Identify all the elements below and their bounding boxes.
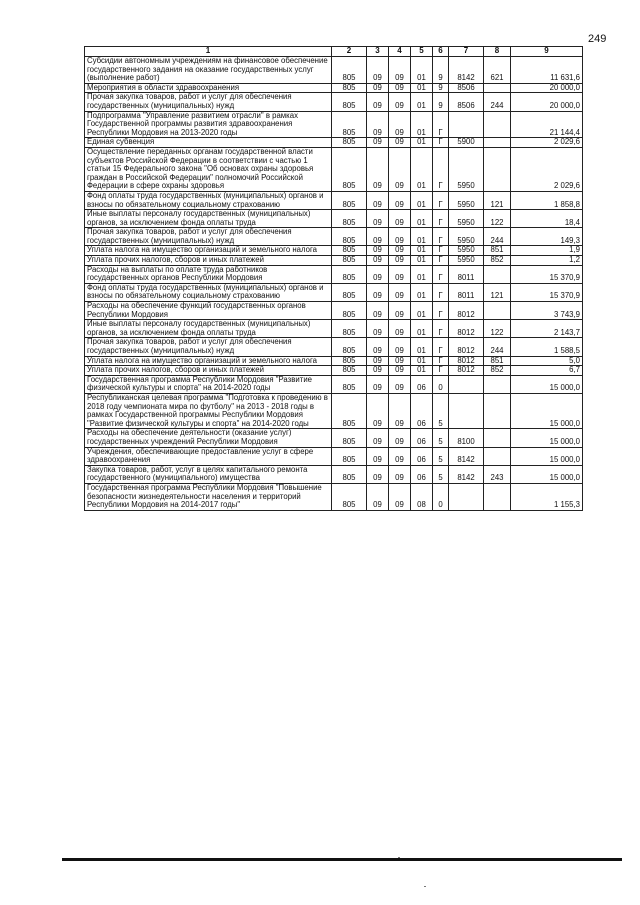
- row-value-cell: 09: [367, 338, 389, 356]
- row-value-cell: 243: [484, 465, 511, 483]
- row-value-cell: 09: [367, 302, 389, 320]
- header-cell: 7: [449, 47, 484, 57]
- row-value-cell: [484, 111, 511, 138]
- row-value-cell: 09: [367, 375, 389, 393]
- row-value-cell: 15 000,0: [511, 375, 583, 393]
- row-value-cell: [484, 302, 511, 320]
- row-value-cell: 01: [411, 191, 433, 209]
- row-value-cell: 8012: [449, 338, 484, 356]
- row-value-cell: 9: [433, 83, 449, 93]
- row-value-cell: 5950: [449, 256, 484, 266]
- row-value-cell: 09: [367, 256, 389, 266]
- table-row: [85, 320, 583, 338]
- scan-speck: [424, 886, 426, 887]
- row-value-cell: [449, 483, 484, 510]
- table-row: [85, 265, 583, 283]
- row-value-cell: 8142: [449, 465, 484, 483]
- row-value-cell: 5: [433, 447, 449, 465]
- row-name-cell: Мероприятия в области здравоохранения: [85, 83, 332, 93]
- row-name-cell: Государственная программа Республики Мордовия "Развитие физической культуры и спорта" на 2014-2020 годы: [85, 375, 332, 393]
- row-value-cell: 805: [332, 465, 367, 483]
- row-value-cell: [484, 83, 511, 93]
- row-value-cell: 1,9: [511, 246, 583, 256]
- row-value-cell: 8011: [449, 283, 484, 301]
- scan-speck: [398, 857, 400, 858]
- row-value-cell: 8142: [449, 57, 484, 84]
- row-name-cell: Расходы на обеспечение функций государственных органов Республики Мордовия: [85, 302, 332, 320]
- row-value-cell: 09: [367, 265, 389, 283]
- header-row: [85, 47, 583, 57]
- row-value-cell: 852: [484, 366, 511, 376]
- row-value-cell: Г: [433, 147, 449, 191]
- row-value-cell: 01: [411, 83, 433, 93]
- row-value-cell: Г: [433, 228, 449, 246]
- row-value-cell: 09: [389, 283, 411, 301]
- table-row: [85, 57, 583, 84]
- row-name-cell: Субсидии автономным учреждениям на финансовое обеспечение государственного задания на оказание государственных услуг (выполнение работ): [85, 57, 332, 84]
- row-value-cell: 09: [367, 366, 389, 376]
- row-value-cell: 09: [389, 366, 411, 376]
- row-value-cell: 805: [332, 191, 367, 209]
- row-value-cell: 852: [484, 256, 511, 266]
- row-name-cell: Республиканская целевая программа "Подготовка к проведению в 2018 году чемпионата мира по футболу" на 2013 - 2018 годы в рамках Государственной программы Республики Мордовия "Развитие физической культуры и спорта" на 2014-2020 годы: [85, 393, 332, 428]
- row-value-cell: 09: [367, 138, 389, 148]
- row-value-cell: 09: [389, 246, 411, 256]
- table-row: [85, 138, 583, 148]
- row-value-cell: 01: [411, 246, 433, 256]
- row-value-cell: Г: [433, 338, 449, 356]
- row-value-cell: 805: [332, 57, 367, 84]
- row-value-cell: 121: [484, 283, 511, 301]
- row-value-cell: 09: [389, 256, 411, 266]
- row-value-cell: 09: [367, 228, 389, 246]
- table-row: [85, 338, 583, 356]
- table-body: [85, 57, 583, 511]
- row-value-cell: Г: [433, 265, 449, 283]
- table-row: [85, 246, 583, 256]
- row-value-cell: 09: [389, 483, 411, 510]
- row-value-cell: 06: [411, 375, 433, 393]
- table-row: [85, 283, 583, 301]
- row-value-cell: 805: [332, 429, 367, 447]
- row-value-cell: 5950: [449, 246, 484, 256]
- row-value-cell: Г: [433, 246, 449, 256]
- row-value-cell: 01: [411, 228, 433, 246]
- row-value-cell: 01: [411, 210, 433, 228]
- row-value-cell: 9: [433, 93, 449, 111]
- row-name-cell: Государственная программа Республики Мордовия "Повышение безопасности жизнедеятельности населения и территорий Республики Мордовия на 2014-2017 годы": [85, 483, 332, 510]
- row-value-cell: 244: [484, 228, 511, 246]
- row-value-cell: 805: [332, 302, 367, 320]
- row-value-cell: Г: [433, 283, 449, 301]
- row-value-cell: [484, 138, 511, 148]
- row-value-cell: 8142: [449, 447, 484, 465]
- row-value-cell: 805: [332, 111, 367, 138]
- row-name-cell: Уплата прочих налогов, сборов и иных платежей: [85, 366, 332, 376]
- row-value-cell: [484, 147, 511, 191]
- row-value-cell: 09: [389, 228, 411, 246]
- row-value-cell: 805: [332, 228, 367, 246]
- table-row: [85, 465, 583, 483]
- row-value-cell: 5950: [449, 191, 484, 209]
- row-value-cell: 8012: [449, 366, 484, 376]
- row-value-cell: 805: [332, 256, 367, 266]
- row-value-cell: Г: [433, 320, 449, 338]
- row-value-cell: 15 000,0: [511, 429, 583, 447]
- row-value-cell: 851: [484, 246, 511, 256]
- row-value-cell: 805: [332, 320, 367, 338]
- table-row: [85, 483, 583, 510]
- row-value-cell: 244: [484, 93, 511, 111]
- row-value-cell: [449, 393, 484, 428]
- table-row: [85, 228, 583, 246]
- row-value-cell: 20 000,0: [511, 83, 583, 93]
- row-value-cell: 09: [389, 83, 411, 93]
- row-name-cell: Единая субвенция: [85, 138, 332, 148]
- header-cell: 9: [511, 47, 583, 57]
- row-value-cell: 805: [332, 138, 367, 148]
- row-value-cell: 805: [332, 447, 367, 465]
- row-name-cell: Расходы на обеспечение деятельности (оказание услуг) государственных учреждений Республики Мордовия: [85, 429, 332, 447]
- table-row: [85, 210, 583, 228]
- row-name-cell: Прочая закупка товаров, работ и услуг для обеспечения государственных (муниципальных) нужд: [85, 228, 332, 246]
- row-value-cell: 2 029,6: [511, 147, 583, 191]
- table-row: [85, 375, 583, 393]
- row-value-cell: 09: [367, 320, 389, 338]
- row-value-cell: 01: [411, 302, 433, 320]
- row-value-cell: 01: [411, 356, 433, 366]
- row-value-cell: 09: [389, 465, 411, 483]
- row-value-cell: 09: [367, 83, 389, 93]
- row-value-cell: 122: [484, 210, 511, 228]
- row-name-cell: Иные выплаты персоналу государственных (муниципальных) органов, за исключением фонда оплаты труда: [85, 210, 332, 228]
- row-name-cell: Расходы на выплаты по оплате труда работников государственных органов Республики Мордовия: [85, 265, 332, 283]
- row-value-cell: 09: [367, 393, 389, 428]
- row-value-cell: 805: [332, 147, 367, 191]
- row-value-cell: 805: [332, 210, 367, 228]
- row-value-cell: [484, 447, 511, 465]
- row-value-cell: 09: [389, 302, 411, 320]
- row-value-cell: 5900: [449, 138, 484, 148]
- row-value-cell: Г: [433, 356, 449, 366]
- row-value-cell: 01: [411, 283, 433, 301]
- row-value-cell: 2 143,7: [511, 320, 583, 338]
- row-value-cell: 805: [332, 93, 367, 111]
- table-row: [85, 93, 583, 111]
- page-number: 249: [588, 33, 607, 45]
- row-value-cell: 121: [484, 191, 511, 209]
- table-row: [85, 356, 583, 366]
- row-value-cell: 09: [367, 111, 389, 138]
- header-cell: 8: [484, 47, 511, 57]
- row-value-cell: 01: [411, 138, 433, 148]
- row-value-cell: 09: [389, 191, 411, 209]
- table-row: [85, 447, 583, 465]
- row-value-cell: 06: [411, 393, 433, 428]
- row-value-cell: 122: [484, 320, 511, 338]
- row-value-cell: [484, 265, 511, 283]
- row-value-cell: 8011: [449, 265, 484, 283]
- row-value-cell: 15 000,0: [511, 393, 583, 428]
- row-value-cell: 9: [433, 57, 449, 84]
- header-cell: 4: [389, 47, 411, 57]
- row-value-cell: 09: [367, 356, 389, 366]
- row-value-cell: Г: [433, 111, 449, 138]
- row-value-cell: 09: [389, 138, 411, 148]
- row-name-cell: Прочая закупка товаров, работ и услуг для обеспечения государственных (муниципальных) нужд: [85, 338, 332, 356]
- row-value-cell: 805: [332, 283, 367, 301]
- row-value-cell: 805: [332, 83, 367, 93]
- row-value-cell: 8012: [449, 302, 484, 320]
- row-value-cell: [449, 111, 484, 138]
- table-row: [85, 366, 583, 376]
- row-value-cell: 6,7: [511, 366, 583, 376]
- header-cell: 5: [411, 47, 433, 57]
- row-value-cell: [484, 429, 511, 447]
- row-value-cell: 06: [411, 465, 433, 483]
- row-value-cell: Г: [433, 138, 449, 148]
- row-name-cell: Закупка товаров, работ, услуг в целях капитального ремонта государственного (муниципального) имущества: [85, 465, 332, 483]
- row-value-cell: 2 029,6: [511, 138, 583, 148]
- row-value-cell: 01: [411, 320, 433, 338]
- row-value-cell: 01: [411, 57, 433, 84]
- row-value-cell: 01: [411, 93, 433, 111]
- row-value-cell: 18,4: [511, 210, 583, 228]
- row-value-cell: 1 588,5: [511, 338, 583, 356]
- row-value-cell: 11 631,6: [511, 57, 583, 84]
- row-value-cell: 09: [389, 338, 411, 356]
- row-name-cell: Уплата прочих налогов, сборов и иных платежей: [85, 256, 332, 266]
- row-value-cell: 01: [411, 338, 433, 356]
- table-row: [85, 302, 583, 320]
- row-value-cell: 20 000,0: [511, 93, 583, 111]
- row-value-cell: 805: [332, 366, 367, 376]
- row-value-cell: 01: [411, 111, 433, 138]
- row-value-cell: 09: [389, 393, 411, 428]
- row-value-cell: 5950: [449, 210, 484, 228]
- row-value-cell: 21 144,4: [511, 111, 583, 138]
- row-value-cell: 15 000,0: [511, 465, 583, 483]
- table-row: [85, 147, 583, 191]
- row-value-cell: 8012: [449, 356, 484, 366]
- row-name-cell: Подпрограмма "Управление развитием отрасли" в рамках Государственной программы развития здравоохранения Республики Мордовия на 2013-2020 годы: [85, 111, 332, 138]
- row-value-cell: 5950: [449, 228, 484, 246]
- header-cell: 2: [332, 47, 367, 57]
- row-name-cell: Фонд оплаты труда государственных (муниципальных) органов и взносы по обязательному социальному страхованию: [85, 283, 332, 301]
- row-value-cell: 09: [367, 210, 389, 228]
- row-name-cell: Иные выплаты персоналу государственных (муниципальных) органов, за исключением фонда оплаты труда: [85, 320, 332, 338]
- row-value-cell: 8506: [449, 83, 484, 93]
- row-value-cell: Г: [433, 302, 449, 320]
- row-value-cell: 09: [389, 111, 411, 138]
- row-value-cell: 0: [433, 375, 449, 393]
- row-name-cell: Осуществление переданных органам государственной власти субъектов Российской Федерации в соответствии с частью 1 статьи 15 Федерального закона "Об основах охраны здоровья граждан в Российской Федерации" полномочий Российской Федерации в сфере охраны здоровья: [85, 147, 332, 191]
- header-cell: 6: [433, 47, 449, 57]
- row-value-cell: 01: [411, 147, 433, 191]
- row-value-cell: 5: [433, 429, 449, 447]
- row-value-cell: [449, 375, 484, 393]
- row-value-cell: 09: [389, 57, 411, 84]
- row-value-cell: 09: [367, 57, 389, 84]
- row-value-cell: 09: [389, 210, 411, 228]
- budget-table: [84, 46, 583, 511]
- row-value-cell: 5,0: [511, 356, 583, 366]
- table-row: [85, 429, 583, 447]
- row-value-cell: 09: [367, 147, 389, 191]
- row-value-cell: 851: [484, 356, 511, 366]
- row-value-cell: 09: [367, 447, 389, 465]
- row-value-cell: 805: [332, 338, 367, 356]
- row-value-cell: 01: [411, 256, 433, 266]
- row-value-cell: 09: [389, 147, 411, 191]
- table-row: [85, 393, 583, 428]
- row-value-cell: 3 743,9: [511, 302, 583, 320]
- table-row: [85, 83, 583, 93]
- row-value-cell: 09: [389, 93, 411, 111]
- row-value-cell: 09: [367, 465, 389, 483]
- row-value-cell: 01: [411, 366, 433, 376]
- row-name-cell: Уплата налога на имущество организаций и земельного налога: [85, 356, 332, 366]
- row-value-cell: 8012: [449, 320, 484, 338]
- header-cell: 3: [367, 47, 389, 57]
- row-value-cell: 5: [433, 393, 449, 428]
- row-value-cell: [484, 393, 511, 428]
- row-name-cell: Фонд оплаты труда государственных (муниципальных) органов и взносы по обязательному социальному страхованию: [85, 191, 332, 209]
- row-value-cell: 08: [411, 483, 433, 510]
- row-value-cell: 09: [389, 447, 411, 465]
- row-value-cell: Г: [433, 256, 449, 266]
- row-value-cell: 01: [411, 265, 433, 283]
- row-value-cell: 805: [332, 483, 367, 510]
- table-row: [85, 111, 583, 138]
- row-value-cell: 09: [367, 483, 389, 510]
- row-value-cell: [484, 375, 511, 393]
- row-value-cell: 1,2: [511, 256, 583, 266]
- row-value-cell: 5950: [449, 147, 484, 191]
- row-name-cell: Учреждения, обеспечивающие предоставление услуг в сфере здравоохранения: [85, 447, 332, 465]
- row-value-cell: 09: [389, 265, 411, 283]
- row-value-cell: 149,3: [511, 228, 583, 246]
- table-row: [85, 256, 583, 266]
- row-value-cell: 09: [389, 320, 411, 338]
- row-value-cell: 805: [332, 375, 367, 393]
- row-value-cell: 15 000,0: [511, 447, 583, 465]
- row-value-cell: Г: [433, 191, 449, 209]
- table-row: [85, 191, 583, 209]
- row-value-cell: 09: [367, 429, 389, 447]
- row-value-cell: 805: [332, 265, 367, 283]
- row-value-cell: Г: [433, 210, 449, 228]
- row-value-cell: 805: [332, 246, 367, 256]
- row-value-cell: 09: [367, 283, 389, 301]
- row-value-cell: 0: [433, 483, 449, 510]
- row-value-cell: 8506: [449, 93, 484, 111]
- row-value-cell: 1 858,8: [511, 191, 583, 209]
- row-value-cell: 09: [389, 375, 411, 393]
- row-value-cell: [484, 483, 511, 510]
- row-value-cell: 06: [411, 447, 433, 465]
- bottom-rule: [62, 858, 622, 861]
- row-value-cell: 5: [433, 465, 449, 483]
- row-value-cell: 09: [389, 429, 411, 447]
- row-name-cell: Прочая закупка товаров, работ и услуг для обеспечения государственных (муниципальных) нужд: [85, 93, 332, 111]
- row-value-cell: 8100: [449, 429, 484, 447]
- row-value-cell: 805: [332, 393, 367, 428]
- row-value-cell: 805: [332, 356, 367, 366]
- row-value-cell: 244: [484, 338, 511, 356]
- row-value-cell: Г: [433, 366, 449, 376]
- row-value-cell: 15 370,9: [511, 283, 583, 301]
- row-value-cell: 621: [484, 57, 511, 84]
- row-value-cell: 09: [389, 356, 411, 366]
- row-value-cell: 09: [367, 246, 389, 256]
- header-cell: 1: [85, 47, 332, 57]
- row-name-cell: Уплата налога на имущество организаций и земельного налога: [85, 246, 332, 256]
- row-value-cell: 15 370,9: [511, 265, 583, 283]
- row-value-cell: 09: [367, 93, 389, 111]
- row-value-cell: 09: [367, 191, 389, 209]
- row-value-cell: 06: [411, 429, 433, 447]
- row-value-cell: 1 155,3: [511, 483, 583, 510]
